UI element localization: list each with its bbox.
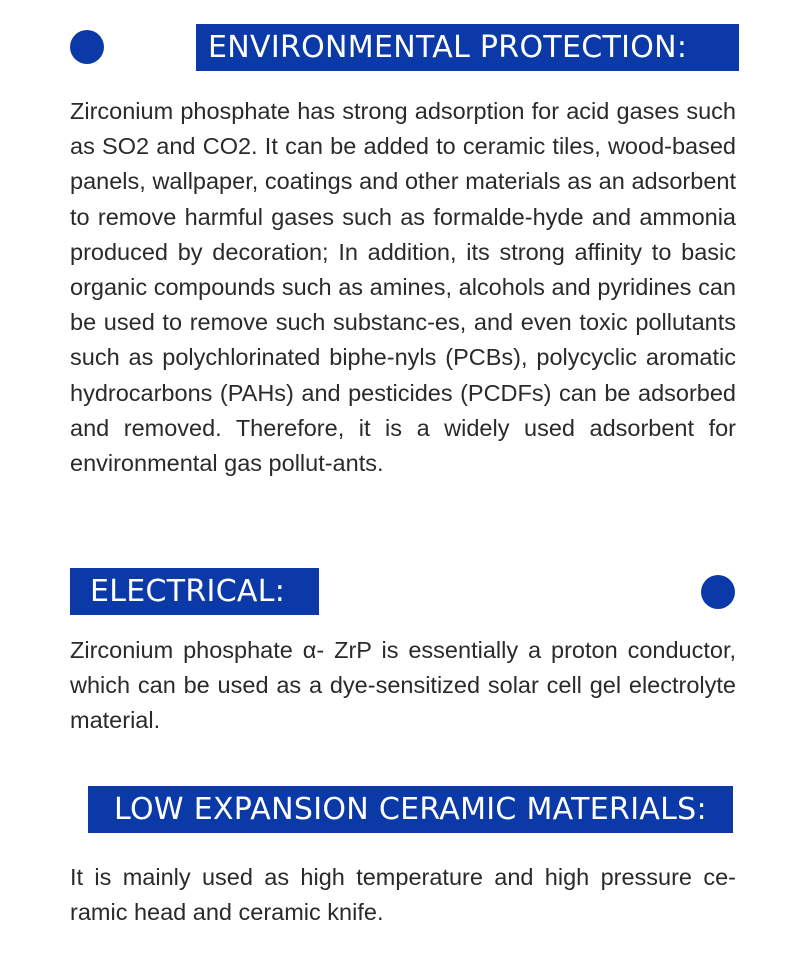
bullet-dot-icon: [701, 575, 735, 609]
section-heading-environmental: ENVIRONMENTAL PROTECTION:: [196, 24, 739, 71]
bullet-dot-icon: [70, 30, 104, 64]
section-heading-electrical: ELECTRICAL:: [70, 568, 319, 615]
section-body-electrical: Zirconium phosphate α- ZrP is essentially a proton conductor, which can be used as a dye-sensitized solar cell gel electrolyte material.: [70, 637, 736, 734]
section-heading-low-expansion: LOW EXPANSION CERAMIC MATERIALS:: [88, 786, 733, 833]
section-body-low-expansion: It is mainly used as high temperature and high pressure ce-ramic head and ceramic knife.: [70, 864, 736, 926]
section-body-environmental: Zirconium phosphate has strong adsorption for acid gases such as SO2 and CO2. It can be added to ceramic tiles, wood-based panels, wallpaper, coatings and other materials as an adsorbent to remove harmful gases such as formalde-hyde and ammonia produced by decoration; In addition, its strong affinity to basic organic compounds such as amines, alcohols and pyridines can be used to remove such substanc-es, and even toxic pollutants such as polychlorinated biphe-nyls (PCBs), polycyclic aromatic hydrocarbons (PAHs) and pesticides (PCDFs) can be adsorbed and removed. Therefore, it is a widely used adsorbent for environmental gas pollut-ants.: [70, 98, 736, 477]
